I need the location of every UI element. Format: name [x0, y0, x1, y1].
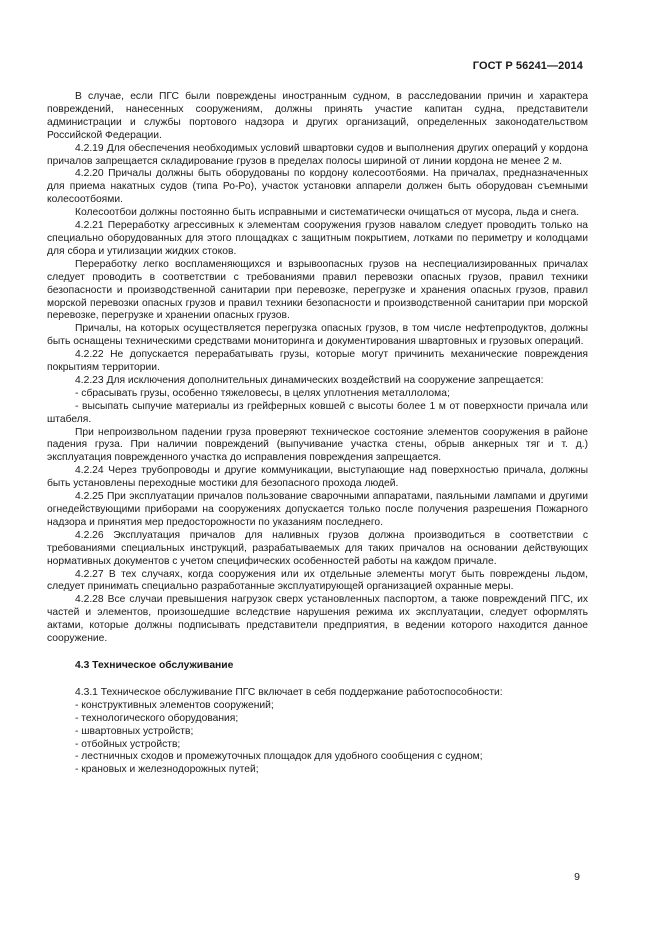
- paragraph: 4.2.23 Для исключения дополнительных динамических воздействий на сооружение запрещается:: [75, 374, 544, 386]
- paragraph: Переработку легко воспламеняющихся и взрывоопасных грузов на неспециализированных причалах следует проводить в соответствии с требованиями правил перевозки опасных грузов, правил техники безопасности и производственной санитарии при перевозке, перегрузке и хранения опасных грузов, правил морской перевозки опасных грузов и правил техники безопасности и производственной санитарии при морской перевозке, перегрузке и хранении опасных грузов.: [47, 258, 588, 322]
- paragraph: Причалы, на которых осуществляется перегрузка опасных грузов, в том числе нефтепродуктов, должны быть оснащены техническими средствами мониторинга и документирования швартовных и грузовых операций.: [47, 323, 588, 348]
- paragraph: 4.2.24 Через трубопроводы и другие коммуникации, выступающие над поверхностью причала, должны быть установлены переходные мостики для безопасного прохода людей.: [47, 465, 588, 490]
- page-number: 9: [574, 871, 580, 883]
- paragraph: 4.3.1 Техническое обслуживание ПГС включает в себя поддержание работоспособности:: [75, 686, 503, 698]
- list-item: - швартовных устройств;: [75, 725, 194, 737]
- paragraph: 4.2.22 Не допускается перерабатывать грузы, которые могут причинить механические повреждения покрытиям территории.: [47, 349, 588, 374]
- list-item: - конструктивных элементов сооружений;: [75, 699, 274, 711]
- paragraph: 4.2.20 Причалы должны быть оборудованы по кордону колесоотбоями. На причалах, предназначенных для приема накатных судов (типа Ро-Ро), участок установки аппарели должен быть оборудован съемными колесоотбоями.: [47, 168, 588, 206]
- paragraph: В случае, если ПГС были повреждены иностранным судном, в расследовании причин и характера повреждений, нанесенных сооружениям, должны принять участие капитан судна, представители администрации и службы портового надзора и других организаций, определенных законодательством Российской Федерации.: [47, 91, 588, 141]
- list-item: - отбойных устройств;: [75, 738, 181, 750]
- section-heading: 4.3 Техническое обслуживание: [75, 659, 234, 671]
- document-body: [47, 91, 588, 777]
- list-item: - сбрасывать грузы, особенно тяжеловесы, в целях уплотнения металлолома;: [75, 387, 450, 399]
- paragraph: 4.2.28 Все случаи превышения нагрузок сверх установленных паспортом, а также повреждений ПГС, их частей и элементов, произошедшие вследствие нарушения режима их эксплуатации, следует оформлять актами, которые должны подписывать представители предприятия, в ведении которого находится данное сооружение.: [47, 594, 588, 645]
- standard-code: ГОСТ Р 56241—2014: [472, 60, 583, 72]
- list-item: - лестничных сходов и промежуточных площадок для удобного сообщения с судном;: [75, 751, 483, 763]
- paragraph: 4.2.27 В тех случаях, когда сооружения или их отдельные элементы могут быть повреждены льдом, следует принимать специально разработанные эксплуатирующей организацией охранные меры.: [47, 568, 588, 593]
- paragraph: 4.2.19 Для обеспечения необходимых условий швартовки судов и выполнения других операций у кордона причалов запрещается складирование грузов в пределах полосы шириной от линии кордона не менее 2 м.: [47, 142, 588, 167]
- paragraph: 4.2.21 Переработку агрессивных к элементам сооружения грузов навалом следует проводить только на специально оборудованных для этого площадках с защитным покрытием, лотками по периметру и колодцами для сбора и утилизации жидких стоков.: [47, 220, 588, 257]
- paragraph: 4.2.26 Эксплуатация причалов для наливных грузов должна производиться в соответствии с требованиями специальных инструкций, разрабатываемых для таких причалов на основании действующих нормативных документов с учетом специфических особенностей работы на каждом причале.: [47, 529, 588, 567]
- list-item: - крановых и железнодорожных путей;: [75, 764, 259, 776]
- list-item: - технологического оборудования;: [75, 712, 239, 724]
- list-item: - высыпать сыпучие материалы из грейферных ковшей с высоты более 1 м от поверхности причала или штабеля.: [47, 400, 588, 425]
- paragraph: 4.2.25 При эксплуатации причалов пользование сварочными аппаратами, паяльными лампами и другими огнедействующими приборами на сооружениях допускается только после получения разрешения Пожарного надзора и принятия мер предосторожности по указаниям последнего.: [47, 491, 588, 528]
- paragraph: Колесоотбои должны постоянно быть исправными и систематически очищаться от мусора, льда и снега.: [75, 207, 580, 219]
- paragraph: При непроизвольном падении груза проверяют техническое состояние элементов сооружения в районе падения груза. При наличии повреждений (выпучивание участка стены, обрыв анкерных тяг и т. д.) эксплуатация поврежденного участка до исправления повреждения запрещается.: [47, 426, 588, 464]
